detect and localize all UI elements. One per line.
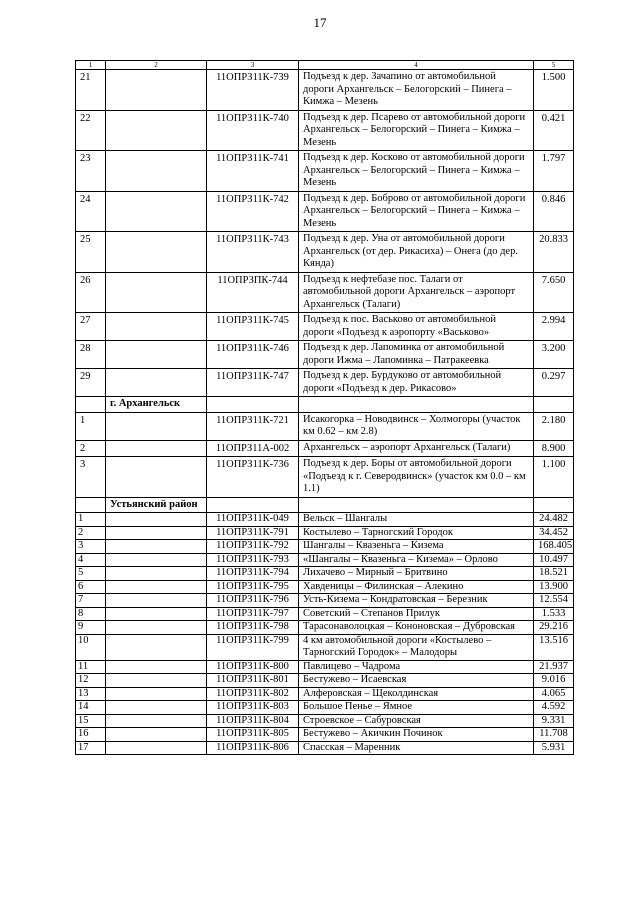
table-row: [76, 553, 574, 567]
road-name: Строевское – Сабуровская: [299, 714, 534, 728]
road-code: 11ОПРЗ11К-736: [207, 457, 299, 498]
road-name: Советский – Степанов Прилук: [299, 607, 534, 621]
road-code: 11ОПРЗ11К-799: [207, 634, 299, 660]
road-code: 11ОПРЗ11К-747: [207, 369, 299, 397]
table-row: [76, 701, 574, 715]
road-length: 1.797: [534, 151, 574, 192]
district-cell: [106, 701, 207, 715]
road-code: 11ОПРЗ11К-796: [207, 594, 299, 608]
table-row: [76, 341, 574, 369]
road-code: 11ОПРЗ11К-803: [207, 701, 299, 715]
road-name: Подъезд к дер. Лапоминка от автомобильной дороги Ижма – Лапоминка – Патракеевка: [299, 341, 534, 369]
row-number: 15: [76, 714, 106, 728]
road-code: 11ОПРЗ11К-802: [207, 687, 299, 701]
row-number: 1: [76, 412, 106, 440]
road-length: 4.065: [534, 687, 574, 701]
road-length: 7.650: [534, 272, 574, 313]
road-name: Вельск – Шангалы: [299, 513, 534, 527]
row-number: 13: [76, 687, 106, 701]
district-cell: [106, 313, 207, 341]
district-row-number: [76, 497, 106, 513]
district-cell: [106, 634, 207, 660]
row-number: 24: [76, 191, 106, 232]
district-row: [76, 397, 574, 413]
road-length: 2.994: [534, 313, 574, 341]
district-cell: [106, 607, 207, 621]
district-cell: [106, 741, 207, 755]
road-code: 11ОПРЗ11К-791: [207, 526, 299, 540]
table-row: [76, 741, 574, 755]
table-row: [76, 687, 574, 701]
road-name: Шангалы – Квазеньга – Кизема: [299, 540, 534, 554]
district-cell: [106, 513, 207, 527]
road-code: 11ОПРЗ11К-804: [207, 714, 299, 728]
road-name: Подъезд к пос. Васьково от автомобильной дороги «Подъезд к аэропорту «Васьково»: [299, 313, 534, 341]
table-row: [76, 151, 574, 192]
row-number: 27: [76, 313, 106, 341]
district-cell: [106, 341, 207, 369]
road-name: Костылево – Тарногский Городок: [299, 526, 534, 540]
row-number: 3: [76, 457, 106, 498]
district-cell: [106, 674, 207, 688]
table-row: [76, 526, 574, 540]
district-cell: [106, 687, 207, 701]
district-cell: [106, 621, 207, 635]
road-code: 11ОПРЗ11К-745: [207, 313, 299, 341]
road-length: 21.937: [534, 660, 574, 674]
row-number: 1: [76, 513, 106, 527]
table-row: [76, 457, 574, 498]
table-row: [76, 313, 574, 341]
district-cell: [106, 369, 207, 397]
table-row: [76, 674, 574, 688]
road-code: 11ОПРЗ11К-740: [207, 110, 299, 151]
road-code: 11ОПРЗ11А-002: [207, 440, 299, 457]
district-cell: [106, 526, 207, 540]
district-row-length: [534, 497, 574, 513]
row-number: 11: [76, 660, 106, 674]
district-cell: [106, 272, 207, 313]
road-code: 11ОПРЗ11К-741: [207, 151, 299, 192]
district-name: г. Архангельск: [106, 397, 207, 413]
road-name: Архангельск – аэропорт Архангельск (Талаги): [299, 440, 534, 457]
table-row: [76, 540, 574, 554]
district-name: Устьянский район: [106, 497, 207, 513]
road-name: Подъезд к дер. Бурдуково от автомобильной дороги «Подъезд к дер. Рикасово»: [299, 369, 534, 397]
road-length: 3.200: [534, 341, 574, 369]
row-number: 22: [76, 110, 106, 151]
road-length: 168.405: [534, 540, 574, 554]
district-cell: [106, 714, 207, 728]
road-code: 11ОПРЗ11К-805: [207, 728, 299, 742]
table-row: [76, 714, 574, 728]
road-code: 11ОПРЗ11К-800: [207, 660, 299, 674]
row-number: 4: [76, 553, 106, 567]
row-number: 16: [76, 728, 106, 742]
table-row: [76, 232, 574, 273]
district-cell: [106, 660, 207, 674]
row-number: 21: [76, 70, 106, 111]
table-row: [76, 440, 574, 457]
road-code: 11ОПРЗ11К-743: [207, 232, 299, 273]
district-cell: [106, 728, 207, 742]
table-row: [76, 412, 574, 440]
district-cell: [106, 412, 207, 440]
district-row-code: [207, 497, 299, 513]
road-name: Павлицево – Чадрома: [299, 660, 534, 674]
road-length: 9.331: [534, 714, 574, 728]
district-row-name: [299, 497, 534, 513]
road-length: 12.554: [534, 594, 574, 608]
row-number: 14: [76, 701, 106, 715]
road-name: Подъезд к дер. Зачапино от автомобильной дороги Архангельск – Белогорский – Пинега – Кимжа – Мезень: [299, 70, 534, 111]
row-number: 5: [76, 567, 106, 581]
road-length: 1.533: [534, 607, 574, 621]
road-length: 13.516: [534, 634, 574, 660]
road-code: 11ОПРЗ11К-742: [207, 191, 299, 232]
road-name: Тарасонаволоцкая – Кононовская – Дубровская: [299, 621, 534, 635]
road-length: 0.846: [534, 191, 574, 232]
row-number: 10: [76, 634, 106, 660]
row-number: 28: [76, 341, 106, 369]
column-number: 5: [534, 61, 574, 70]
table-row: [76, 728, 574, 742]
row-number: 7: [76, 594, 106, 608]
column-numbers-row: [76, 61, 574, 70]
district-row-length: [534, 397, 574, 413]
table-row: [76, 191, 574, 232]
district-cell: [106, 540, 207, 554]
row-number: 25: [76, 232, 106, 273]
district-cell: [106, 580, 207, 594]
row-number: 29: [76, 369, 106, 397]
row-number: 2: [76, 440, 106, 457]
road-length: 34.452: [534, 526, 574, 540]
road-name: Исакогорка – Новодвинск – Холмогоры (участок км 0.62 – км 2.8): [299, 412, 534, 440]
road-length: 0.421: [534, 110, 574, 151]
road-name: Подъезд к дер. Уна от автомобильной дороги Архангельск (от дер. Рикасиха) – Онега (до дер. Кянда): [299, 232, 534, 273]
road-code: 11ОПРЗ11К-739: [207, 70, 299, 111]
row-number: 2: [76, 526, 106, 540]
road-length: 24.482: [534, 513, 574, 527]
row-number: 26: [76, 272, 106, 313]
row-number: 12: [76, 674, 106, 688]
road-code: 11ОПРЗ11К-794: [207, 567, 299, 581]
road-name: Хавденицы – Филинская – Алекино: [299, 580, 534, 594]
road-length: 18.521: [534, 567, 574, 581]
road-name: Бестужево – Исаевская: [299, 674, 534, 688]
road-length: 0.297: [534, 369, 574, 397]
road-name: Подъезд к дер. Боры от автомобильной дороги «Подъезд к г. Северодвинск» (участок км 0.0 – км 1.1): [299, 457, 534, 498]
road-length: 29.216: [534, 621, 574, 635]
road-name: Подъезд к нефтебазе пос. Талаги от автомобильной дороги Архангельск – аэропорт Архангельск (Талаги): [299, 272, 534, 313]
road-code: 11ОПРЗ11К-793: [207, 553, 299, 567]
road-name: Бестужево – Акичкин Починок: [299, 728, 534, 742]
table-row: [76, 660, 574, 674]
road-length: 4.592: [534, 701, 574, 715]
road-name: «Шангалы – Квазеньга – Кизема» – Орлово: [299, 553, 534, 567]
table-row: [76, 110, 574, 151]
district-row: [76, 497, 574, 513]
road-length: 1.500: [534, 70, 574, 111]
road-name: Спасская – Маренник: [299, 741, 534, 755]
district-cell: [106, 232, 207, 273]
table-row: [76, 634, 574, 660]
table-row: [76, 621, 574, 635]
district-cell: [106, 70, 207, 111]
road-code: 11ОПРЗ11К-801: [207, 674, 299, 688]
road-code: 11ОПРЗ11К-797: [207, 607, 299, 621]
road-length: 20.833: [534, 232, 574, 273]
road-length: 9.016: [534, 674, 574, 688]
district-row-number: [76, 397, 106, 413]
road-name: Большое Пенье – Ямное: [299, 701, 534, 715]
road-name: Подъезд к дер. Псарево от автомобильной дороги Архангельск – Белогорский – Пинега – Кимжа – Мезень: [299, 110, 534, 151]
district-row-code: [207, 397, 299, 413]
road-length: 13.900: [534, 580, 574, 594]
table-row: [76, 607, 574, 621]
page-number: 17: [313, 15, 327, 30]
road-length: 5.931: [534, 741, 574, 755]
district-cell: [106, 440, 207, 457]
road-code: 11ОПРЗ11К-746: [207, 341, 299, 369]
road-code: 11ОПРЗ11К-806: [207, 741, 299, 755]
district-cell: [106, 567, 207, 581]
road-code: 11ОПРЗ11К-721: [207, 412, 299, 440]
road-code: 11ОПРЗ11К-049: [207, 513, 299, 527]
table-row: [76, 272, 574, 313]
row-number: 3: [76, 540, 106, 554]
district-row-name: [299, 397, 534, 413]
road-length: 10.497: [534, 553, 574, 567]
road-code: 11ОПРЗ11К-798: [207, 621, 299, 635]
row-number: 9: [76, 621, 106, 635]
road-code: 11ОПРЗ11К-792: [207, 540, 299, 554]
row-number: 23: [76, 151, 106, 192]
road-length: 2.180: [534, 412, 574, 440]
road-length: 11.708: [534, 728, 574, 742]
road-length: 8.900: [534, 440, 574, 457]
row-number: 8: [76, 607, 106, 621]
column-number: 3: [207, 61, 299, 70]
roads-table: [75, 60, 574, 755]
district-cell: [106, 191, 207, 232]
table-row: [76, 567, 574, 581]
table-row: [76, 580, 574, 594]
district-cell: [106, 594, 207, 608]
road-name: 4 км автомобильной дороги «Костылево – Тарногский Городок» – Малодоры: [299, 634, 534, 660]
column-number: 1: [76, 61, 106, 70]
table-row: [76, 369, 574, 397]
road-name: Подъезд к дер. Боброво от автомобильной дороги Архангельск – Белогорский – Пинега – Кимжа – Мезень: [299, 191, 534, 232]
row-number: 17: [76, 741, 106, 755]
column-number: 2: [106, 61, 207, 70]
row-number: 6: [76, 580, 106, 594]
road-name: Усть-Кизема – Кондратовская – Березник: [299, 594, 534, 608]
district-cell: [106, 151, 207, 192]
table-row: [76, 70, 574, 111]
road-name: Лихачево – Мирный – Бритвино: [299, 567, 534, 581]
road-name: Подъезд к дер. Косково от автомобильной дороги Архангельск – Белогорский – Пинега – Кимжа – Мезень: [299, 151, 534, 192]
table-row: [76, 594, 574, 608]
road-length: 1.100: [534, 457, 574, 498]
district-cell: [106, 457, 207, 498]
table-row: [76, 513, 574, 527]
road-code: 11ОПРЗПК-744: [207, 272, 299, 313]
district-cell: [106, 110, 207, 151]
road-code: 11ОПРЗ11К-795: [207, 580, 299, 594]
road-name: Алферовская – Щеколдинская: [299, 687, 534, 701]
district-cell: [106, 553, 207, 567]
column-number: 4: [299, 61, 534, 70]
